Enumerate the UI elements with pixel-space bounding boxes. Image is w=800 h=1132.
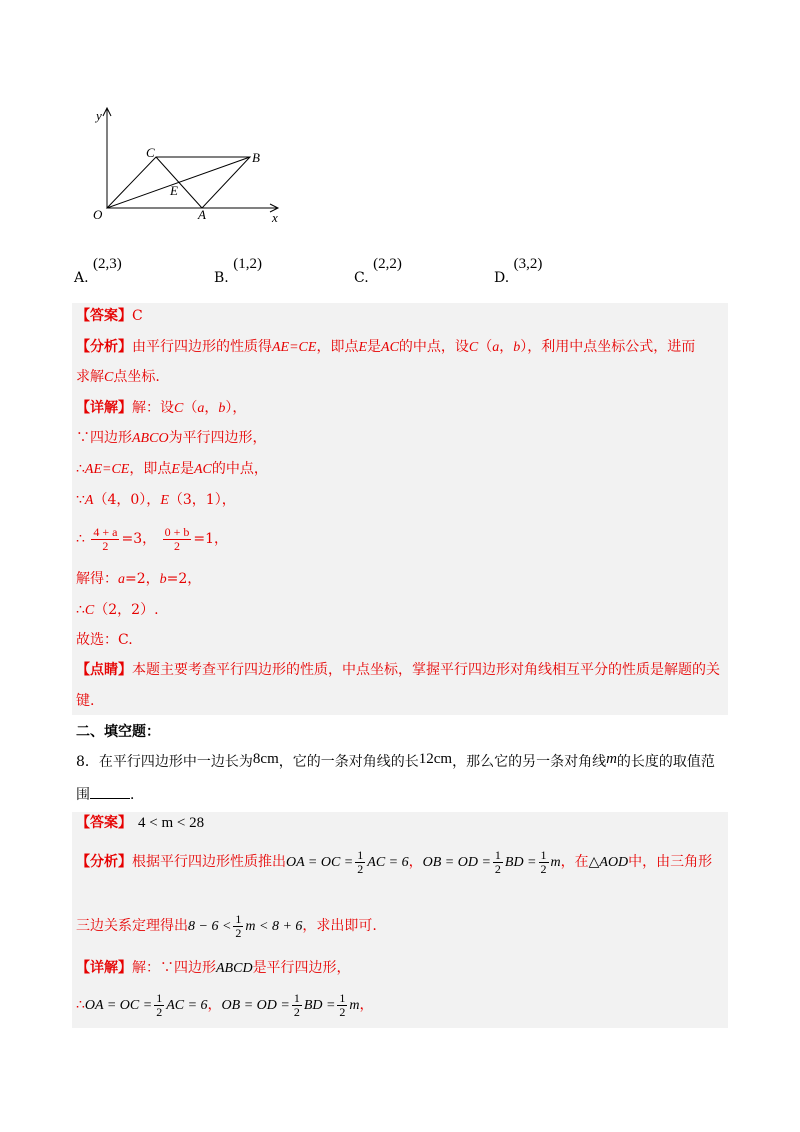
q8-stem-line-1 [76,752,715,772]
text: 是平行四边形， [252,960,351,976]
text: =2， [166,571,202,587]
q7-detail-line-7 [76,600,159,621]
detail-tag: 【详解】 [76,400,132,416]
text: 的中点， [211,461,268,477]
diagonal-ob [107,157,250,208]
option-label: A. [74,270,89,286]
math: BD = [504,855,537,870]
text: ， [408,854,423,870]
text: =3， [121,531,157,547]
comment-tag: 【点睛】 [76,662,132,678]
q8-detail-line-1 [76,958,351,979]
math: OB = OD = [221,998,290,1013]
math: a [492,340,500,355]
math: b [513,340,521,355]
q7-analysis-line-1 [76,337,695,358]
math: C [174,401,184,416]
math: OB = OD = [422,855,491,870]
text: ，即点 [129,461,172,477]
analysis-tag: 【分析】 [76,854,132,870]
fraction-denominator: 2 [102,538,109,553]
fraction-numerator: 1 [156,990,163,1005]
q7-detail-line-4 [76,490,236,511]
answer-tag: 【答案】 [76,308,132,324]
text: 为平行四边形， [168,430,267,446]
text: （ [183,400,198,416]
fraction-numerator: 1 [339,990,346,1005]
fraction-numerator: 1 [293,990,300,1005]
math: 12cm [418,751,453,767]
fraction-numerator: 0 + b [164,524,190,539]
text: ∴ [76,461,85,477]
text: ． [130,787,144,803]
math: △AOD [588,855,629,870]
option-label: C. [354,270,369,286]
text: ∴ [76,602,85,618]
text: 求解 [76,369,104,385]
q8-analysis-line-2 [76,909,377,944]
fraction [539,849,549,876]
text: ，它的一条对角线的长 [278,754,419,770]
math: m [606,751,617,767]
q7-detail-line-1 [76,398,246,419]
fraction-denominator: 2 [540,861,547,876]
text: ∵四边形 [76,430,132,446]
math: ABCO [132,431,169,446]
math: AE=CE [272,340,317,355]
text: （4，0）， [93,492,161,508]
fraction [154,992,164,1019]
answer-value: C [132,308,143,324]
text: 根据平行四边形性质推出 [132,854,286,870]
text: ∴ [76,997,85,1013]
text: =2， [125,571,160,587]
fraction-numerator: 1 [235,911,242,926]
fraction-numerator: 1 [357,847,364,862]
math: m [550,855,561,870]
math: ABCD [216,961,253,976]
detail-tag: 【详解】 [76,960,132,976]
text: 三边关系定理得出 [76,918,188,934]
label-c: C [146,145,155,160]
math: b [159,572,167,587]
q7-answer-line [76,306,143,326]
text: 是 [367,339,382,355]
text: ， [204,400,219,416]
math: OA = OC = [84,998,153,1013]
option-c [354,256,402,286]
option-d [494,256,543,286]
q7-detail-line-3 [76,459,268,480]
fraction [163,526,192,553]
option-value: (2,3) [93,256,122,272]
parallelogram-figure [60,90,300,230]
math: OA = OC = [286,855,354,870]
q8-stem-line-2 [76,784,144,805]
label-y: y [96,108,102,123]
text: ，即点 [316,339,359,355]
text: ）， [225,400,247,416]
text: =1， [193,531,228,547]
math: AE=CE [84,462,130,477]
option-label: D. [494,270,510,286]
text: 的中点，设 [398,339,469,355]
text: 由平行四边形的性质得 [132,339,272,355]
fraction-denominator: 2 [156,1004,163,1019]
option-value: (3,2) [513,256,543,272]
label-o: O [93,207,103,222]
q7-comment-line-2: 键. [76,693,95,709]
math: m < 8 + 6 [245,919,303,934]
text: ，那么它的另一条对角线 [452,754,607,770]
q8-detail-line-2 [76,988,374,1023]
math: AC = 6 [367,855,409,870]
text: （2，2）. [94,602,159,618]
q8-analysis-line-1 [76,845,712,880]
math: 8 − 6 < [188,919,232,934]
math: E [160,493,169,508]
math: A [84,493,94,508]
fraction-numerator: 1 [540,847,547,862]
q7-detail-line-8: 故选：C. [76,632,133,648]
fraction-denominator: 2 [494,861,501,876]
math: a [197,401,205,416]
text: 解得： [76,571,118,587]
answer-tag: 【答案】 [76,815,132,831]
text: 解：∵四边形 [132,960,216,976]
q7-detail-line-5 [76,524,228,554]
option-label: B. [214,270,229,286]
fraction [355,849,365,876]
math: AC = 6 [166,998,208,1013]
fraction [292,992,302,1019]
text: ∵ [76,492,85,508]
option-value: (2,2) [373,256,402,272]
text: 的长度的取值范 [616,754,715,770]
analysis-tag: 【分析】 [76,339,132,355]
text: ，求出即可. [302,918,377,934]
math: 8cm [252,751,279,767]
math: m [349,998,360,1013]
label-a: A [198,207,206,222]
text: （3，1）， [168,492,236,508]
text: 本题主要考查平行四边形的性质，中点坐标，掌握平行四边形对角线相互平分的性质是解题的关 [132,662,720,678]
fraction [233,913,243,940]
label-e: E [170,183,178,198]
math: AC [193,462,212,477]
fraction-denominator: 2 [339,1004,346,1019]
q7-detail-line-2 [76,428,267,449]
fraction-numerator: 4 + a [93,524,118,539]
q7-detail-line-6 [76,569,201,590]
answer-blank [90,784,130,799]
text: 点坐标. [113,369,160,385]
text: ， [359,997,374,1013]
fraction [493,849,503,876]
q7-comment-line-1 [76,660,720,680]
q8-answer-line [76,813,204,833]
label-b: B [252,150,260,165]
math: C [468,340,479,355]
text: ，在 [560,854,589,870]
option-a [74,256,122,286]
fraction [91,526,119,553]
text: 是 [179,461,194,477]
math: E [358,340,368,355]
fraction-denominator: 2 [293,1004,300,1019]
text: ， [499,339,514,355]
label-x: x [272,210,278,225]
math: C [104,370,114,385]
option-value: (1,2) [233,256,262,272]
text: （ [478,339,493,355]
text: 围 [76,787,90,803]
text: 解：设 [132,400,174,416]
text: ∴ [76,531,85,547]
text: ， [207,997,222,1013]
math: BD = [303,998,336,1013]
math: AC [381,340,399,355]
math: a [118,572,125,587]
text: 中，由三角形 [628,854,713,870]
fraction-denominator: 2 [235,925,242,940]
text: ），利用中点坐标公式，进而 [520,339,696,355]
fraction [337,992,347,1019]
fraction-denominator: 2 [173,538,180,553]
fraction-denominator: 2 [357,861,364,876]
q7-analysis-line-2 [76,367,160,388]
math: C [84,603,95,618]
fraction-numerator: 1 [494,847,501,862]
math: E [171,462,180,477]
text: 8．在平行四边形中一边长为 [76,754,253,770]
section-title: 二、填空题： [76,724,160,740]
math: b [218,401,226,416]
option-b [214,256,262,286]
answer-value: 4 < m < 28 [138,815,205,831]
